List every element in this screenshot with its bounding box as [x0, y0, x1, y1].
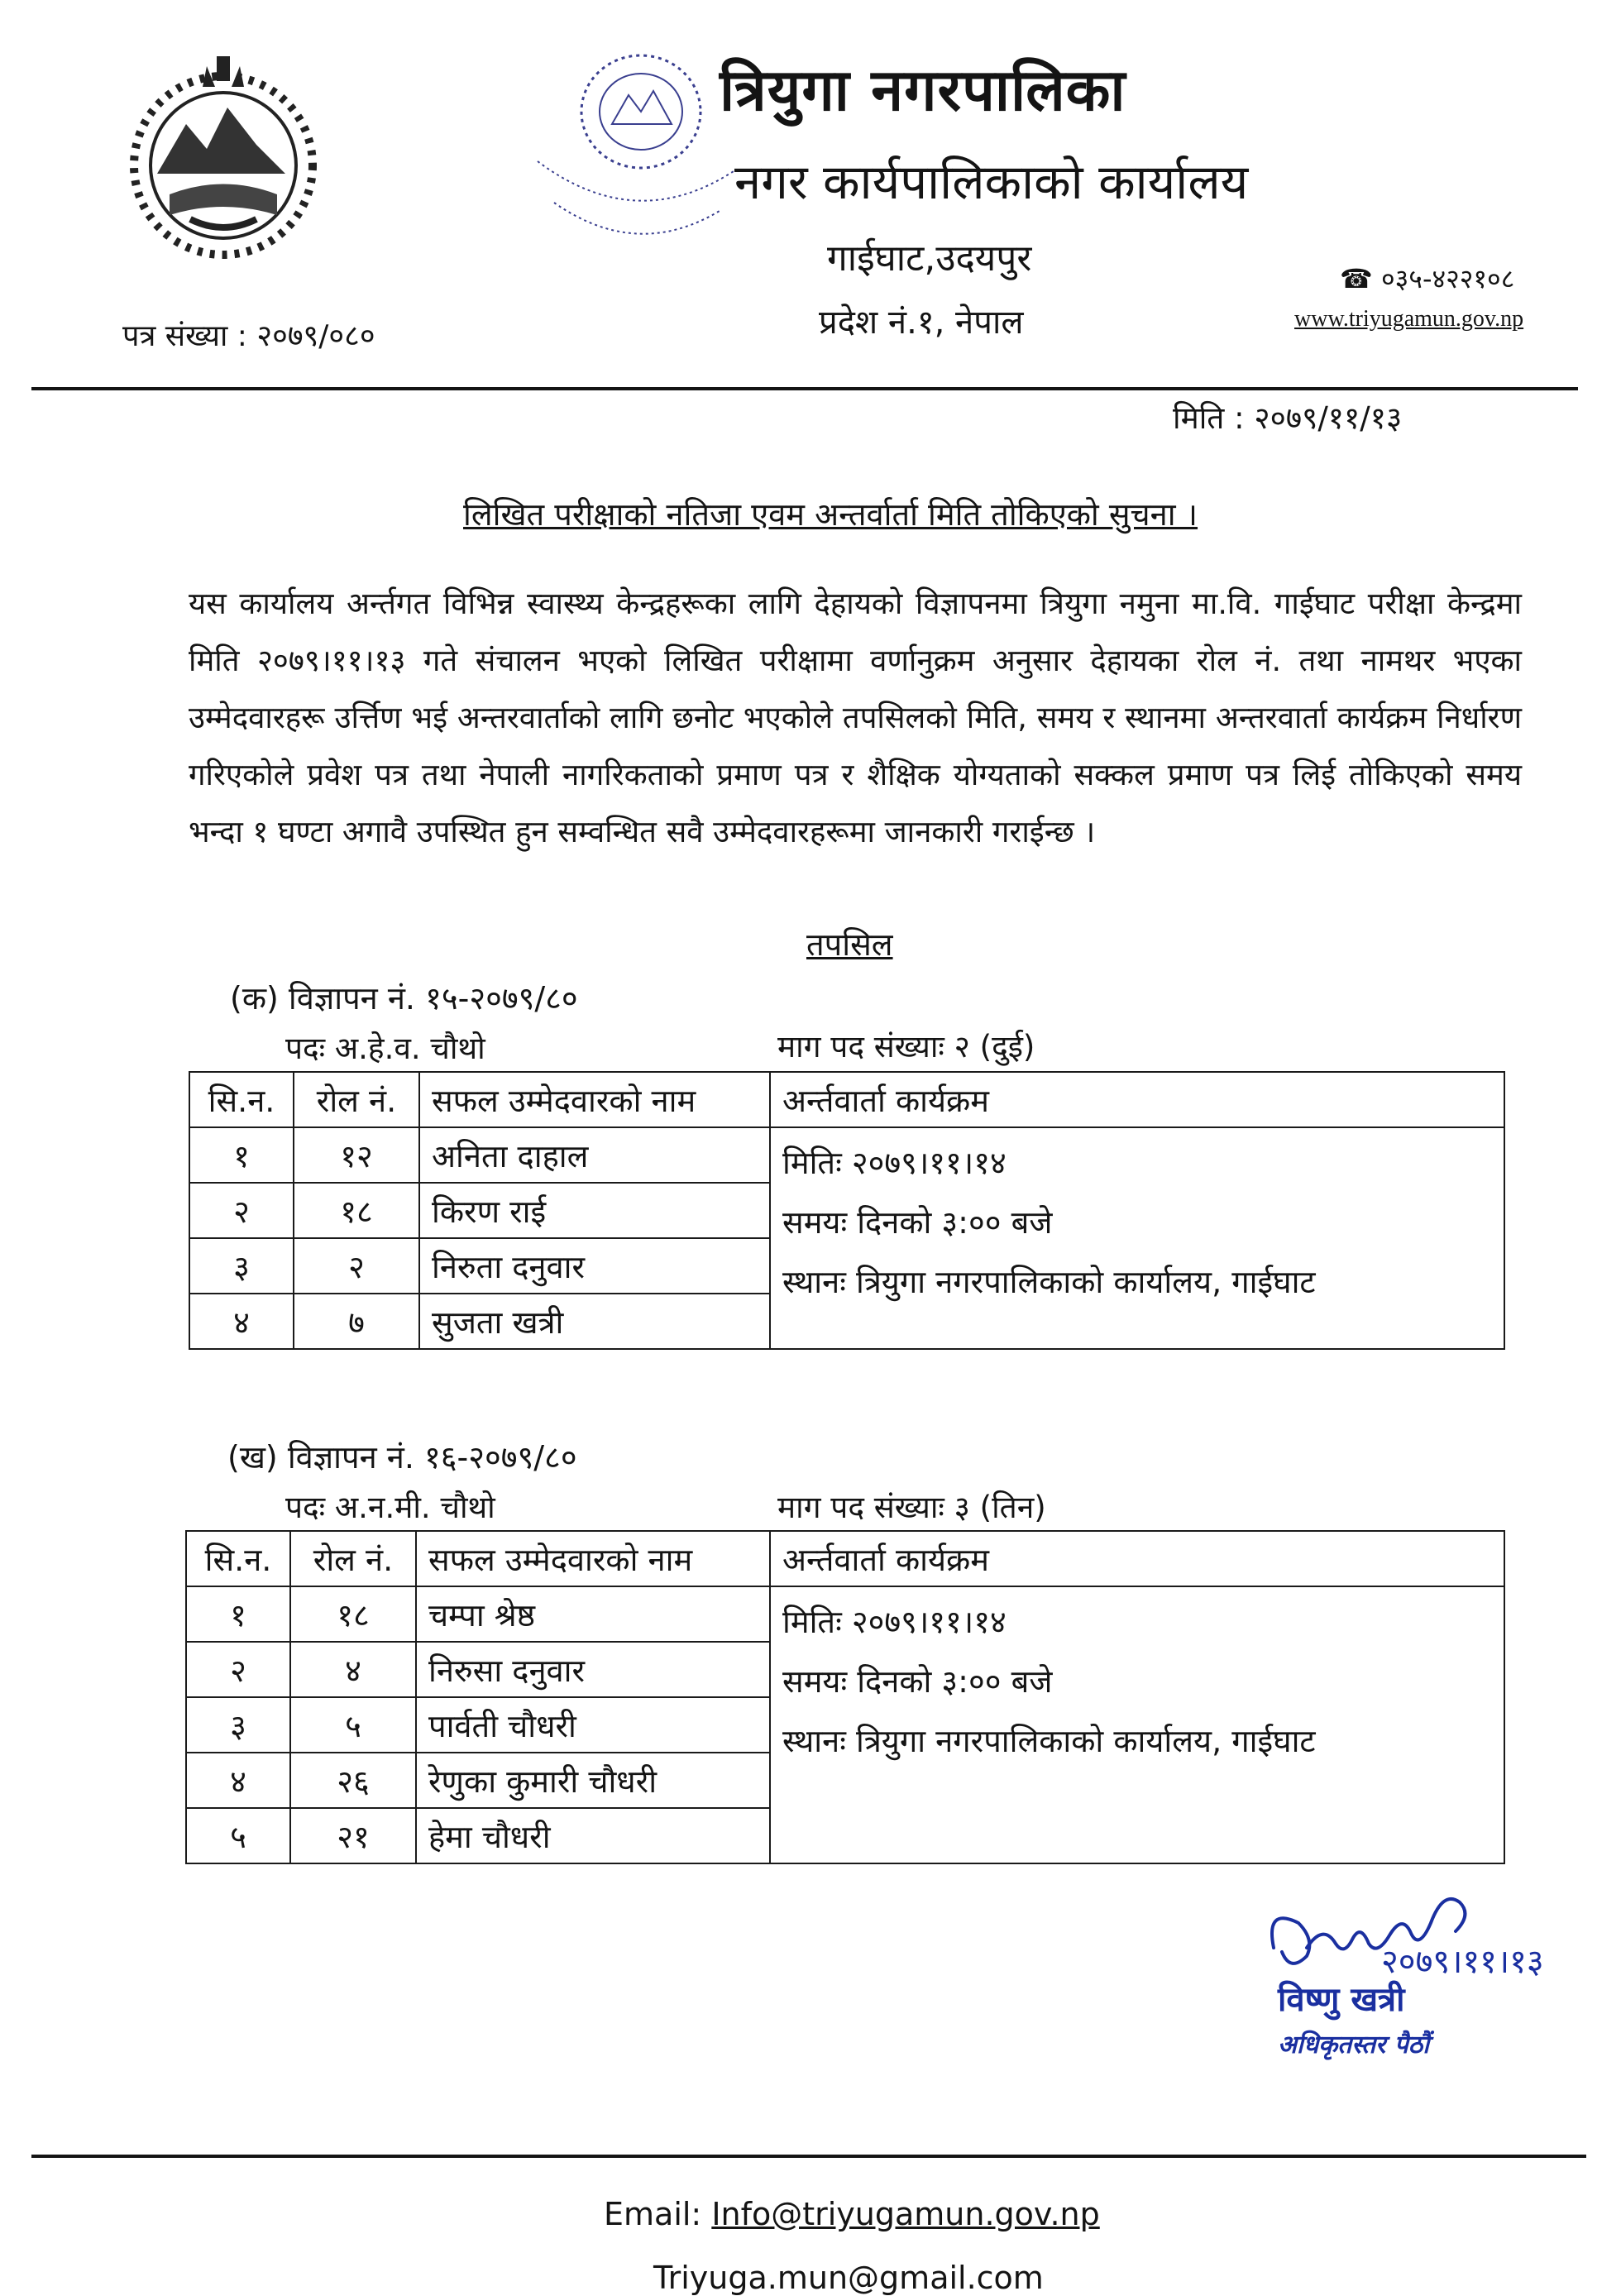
- row-name: किरण राई: [419, 1183, 770, 1238]
- section-a-table: [189, 1071, 1505, 1350]
- col-sn-header: सि.न.: [189, 1072, 294, 1127]
- row-sn: ५: [186, 1808, 290, 1863]
- schedule-place: स्थानः त्रियुगा नगरपालिकाको कार्यालय, गाईघाट: [782, 1264, 1316, 1300]
- section-b-post: पदः अ.न.मी. चौथो: [285, 1490, 495, 1525]
- row-name: पार्वती चौधरी: [416, 1697, 770, 1753]
- org-province: प्रदेश नं.१, नेपाल: [819, 304, 1024, 342]
- letter-body: यस कार्यालय अर्न्तगत विभिन्न स्वास्थ्य केन्द्रहरूका लागि देहायको विज्ञापनमा त्रियुगा नमुना मा.वि. गाईघाट परीक्षा केन्द्रमा मिति २०७९।११।१३ गते संचालन भएको लिखित परीक्षामा वर्णानुक्रम अनुसार देहायका रोल नं. तथा नामथर भएका उम्मेदवारहरू उर्त्तिण भई अन्तरवार्ताको लागि छनोट भएकोले तपसिलको मिति, समय र स्थानमा अन्तरवार्ता कार्यक्रम निर्धारण गरिएकोले प्रवेश पत्र तथा नेपाली नागरिकताको प्रमाण पत्र र शैक्षिक योग्यताको सक्कल प्रमाण पत्र लिई तोकिएको समय भन्दा १ घण्टा अगावै उपस्थित हुन सम्वन्धित सवै उम्मेदवारहरूमा जानकारी गराईन्छ ।: [189, 586, 1522, 849]
- section-b-schedule: [770, 1586, 1504, 1863]
- row-name: अनिता दाहाल: [419, 1127, 770, 1183]
- row-roll: २६: [290, 1753, 416, 1808]
- row-name: निरुसा दनुवार: [416, 1642, 770, 1697]
- row-roll: १८: [294, 1183, 419, 1238]
- svg-text:२०७९।११।१३: २०७९।११।१३: [1381, 1943, 1544, 1981]
- schedule-date: मितिः २०७९।११।१४: [782, 1145, 1007, 1181]
- org-address: गाईघाट,उदयपुर: [827, 237, 1032, 280]
- signatory-name: विष्णु खत्री: [1278, 1981, 1405, 2019]
- row-name: रेणुका कुमारी चौधरी: [416, 1753, 770, 1808]
- header-divider: [31, 387, 1578, 390]
- section-a-advert: (क) विज्ञापन नं. १५-२०७९/८०: [230, 980, 578, 1016]
- row-roll: २: [294, 1238, 419, 1294]
- table-header-row: [189, 1072, 1504, 1127]
- row-sn: ४: [189, 1294, 294, 1349]
- row-name: सुजता खत्री: [419, 1294, 770, 1349]
- section-b-advert: (ख) विज्ञापन नं. १६-२०७९/८०: [227, 1439, 577, 1476]
- org-name: त्रियुगा नगरपालिका: [720, 56, 1126, 124]
- footer-email: [604, 2196, 1100, 2232]
- website-link[interactable]: www.triyugamun.gov.np: [1294, 306, 1524, 332]
- footer-divider: [31, 2155, 1586, 2158]
- row-sn: ४: [186, 1753, 290, 1808]
- schedule-time: समयः दिनको ३:०० बजे: [782, 1204, 1053, 1241]
- col-sn-header: सि.न.: [186, 1531, 290, 1586]
- row-name: निरुता दनुवार: [419, 1238, 770, 1294]
- section-a-post: पदः अ.हे.व. चौथो: [285, 1031, 485, 1066]
- section-b-demand: माग पद संख्याः ३ (तिन): [777, 1490, 1046, 1525]
- table-header-row: [186, 1531, 1504, 1586]
- col-name-header: सफल उम्मेदवारको नाम: [416, 1531, 770, 1586]
- row-roll: १२: [294, 1127, 419, 1183]
- table-row: [186, 1586, 1504, 1642]
- col-schedule-header: अर्न्तवार्ता कार्यक्रम: [770, 1531, 1504, 1586]
- table-row: [189, 1127, 1504, 1183]
- row-roll: २१: [290, 1808, 416, 1863]
- col-roll-header: रोल नं.: [294, 1072, 419, 1127]
- row-roll: ४: [290, 1642, 416, 1697]
- section-a-schedule: [770, 1127, 1504, 1349]
- reference-number: पत्र संख्या : २०७९/०८०: [122, 319, 375, 353]
- org-office: नगर कार्यपालिकाको कार्यालय: [734, 154, 1249, 210]
- footer-email-secondary[interactable]: Triyuga.mun@gmail.com: [653, 2260, 1044, 2296]
- schedule-place: स्थानः त्रियुगा नगरपालिकाको कार्यालय, गाईघाट: [782, 1723, 1316, 1759]
- row-sn: १: [189, 1127, 294, 1183]
- signatory-title: अधिकृतस्तर पैठौं: [1278, 2031, 1430, 2059]
- nepal-government-emblem-icon: [124, 50, 323, 273]
- col-schedule-header: अर्न्तवार्ता कार्यक्रम: [770, 1072, 1504, 1127]
- schedule-date: मितिः २०७९।११।१४: [782, 1604, 1007, 1640]
- row-sn: १: [186, 1586, 290, 1642]
- row-roll: ७: [294, 1294, 419, 1349]
- email-link[interactable]: Info@triyugamun.gov.np: [711, 2196, 1100, 2232]
- row-name: चम्पा श्रेष्ठ: [416, 1586, 770, 1642]
- row-name: हेमा चौधरी: [416, 1808, 770, 1863]
- schedule-time: समयः दिनको ३:०० बजे: [782, 1663, 1053, 1700]
- section-b-table: [185, 1530, 1505, 1864]
- row-sn: २: [189, 1183, 294, 1238]
- phone-number: ☎ ०३५-४२२१०८: [1340, 263, 1515, 294]
- row-sn: २: [186, 1642, 290, 1697]
- email-label: Email:: [604, 2196, 712, 2232]
- row-roll: १८: [290, 1586, 416, 1642]
- row-roll: ५: [290, 1697, 416, 1753]
- row-sn: ३: [186, 1697, 290, 1753]
- letter-subject: लिखित परीक्षाको नतिजा एवम अन्तर्वार्ता मिति तोकिएको सुचना ।: [463, 496, 1198, 533]
- section-a-demand: माग पद संख्याः २ (दुई): [777, 1029, 1035, 1064]
- row-sn: ३: [189, 1238, 294, 1294]
- col-name-header: सफल उम्मेदवारको नाम: [419, 1072, 770, 1127]
- col-roll-header: रोल नं.: [290, 1531, 416, 1586]
- letter-date: मिति : २०७९/११/१३: [1173, 400, 1403, 436]
- details-heading: तपसिल: [806, 926, 893, 963]
